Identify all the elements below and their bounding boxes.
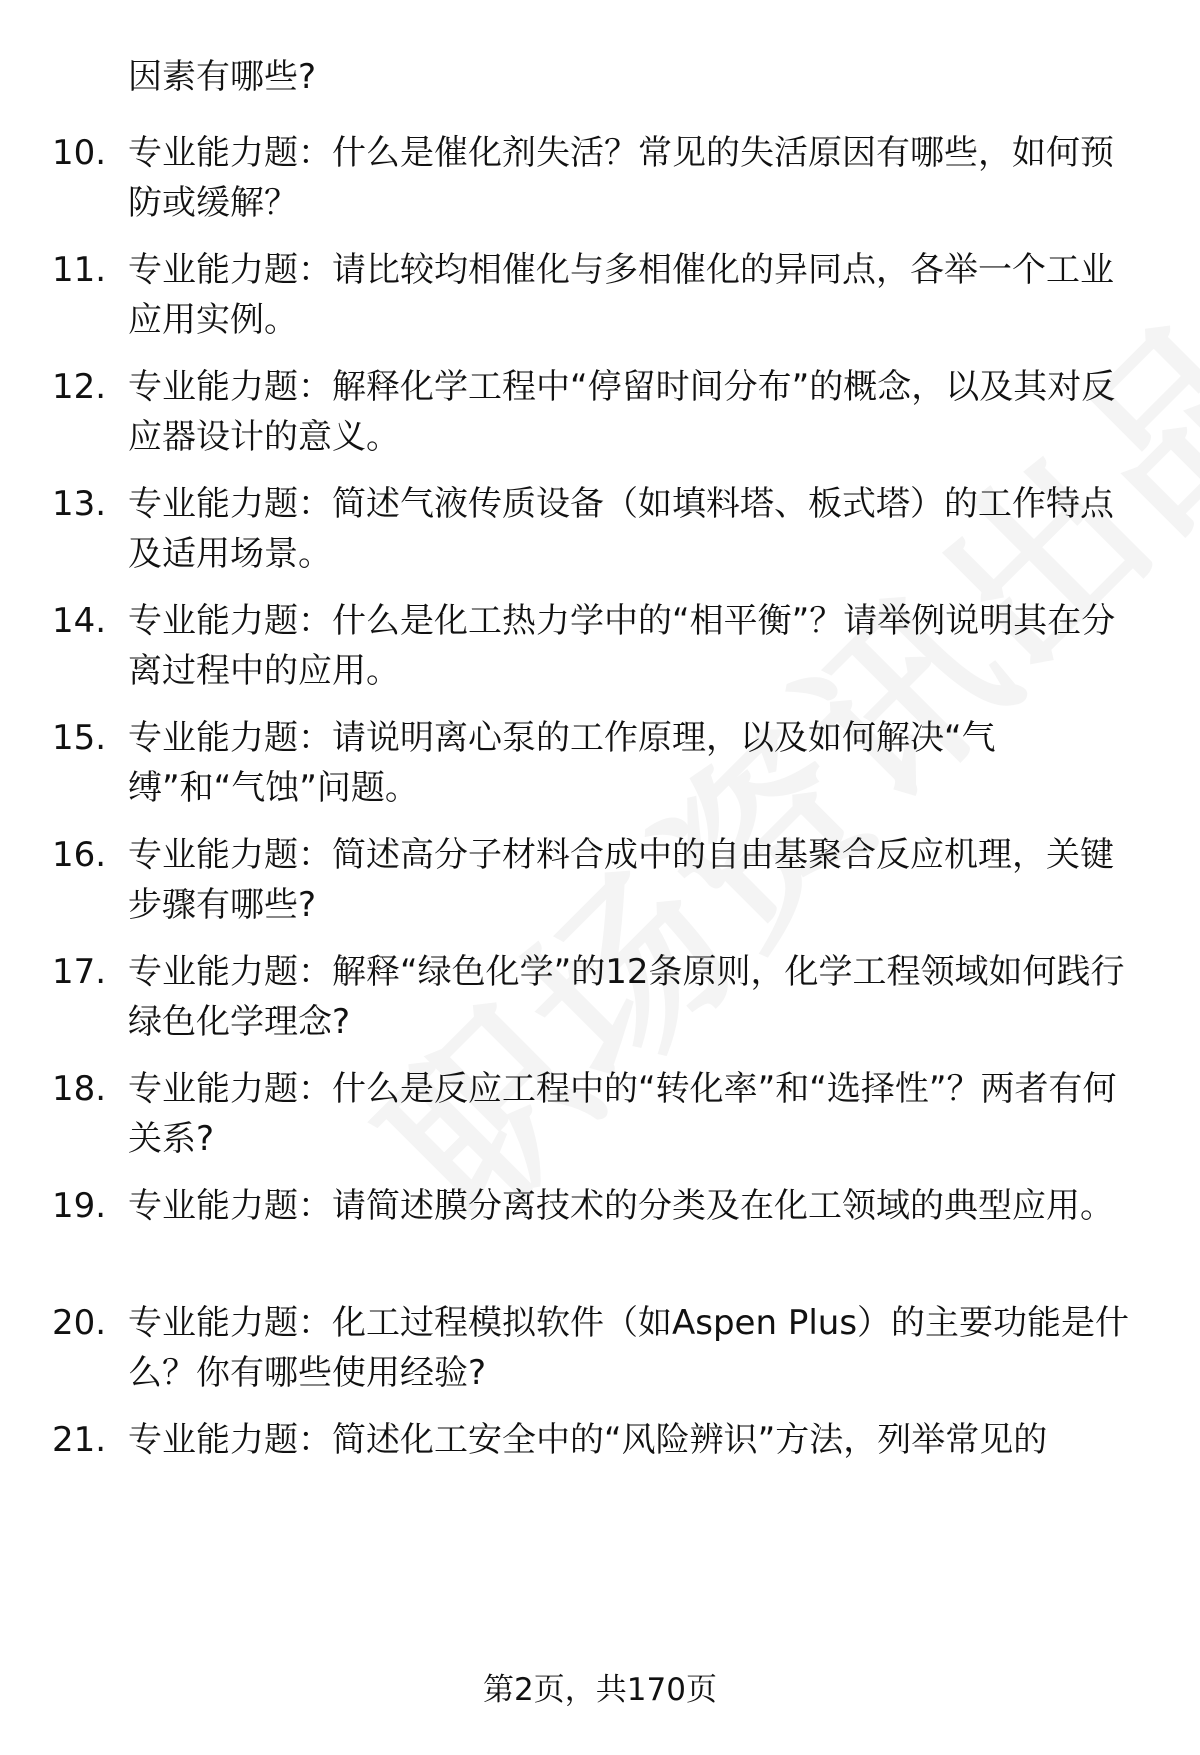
item-number: 17. xyxy=(52,952,107,992)
continuation-text: 因素有哪些? xyxy=(128,57,317,97)
item-text: 专业能力题：什么是化工热力学中的“相平衡”？请举例说明其在分离过程中的应用。 xyxy=(128,601,1116,691)
item-text: 专业能力题：解释化学工程中“停留时间分布”的概念，以及其对反应器设计的意义。 xyxy=(128,367,1116,457)
item-text: 专业能力题：请简述膜分离技术的分类及在化工领域的典型应用。 xyxy=(128,1186,1114,1226)
page-footer: 第2页，共170页 xyxy=(483,1672,717,1708)
item-number: 16. xyxy=(52,835,107,875)
item-text: 专业能力题：什么是反应工程中的“转化率”和“选择性”？两者有何关系? xyxy=(128,1069,1117,1159)
item-text: 专业能力题：请说明离心泵的工作原理，以及如何解决“气缚”和“气蚀”问题。 xyxy=(128,718,996,808)
item-text: 专业能力题：简述气液传质设备（如填料塔、板式塔）的工作特点及适用场景。 xyxy=(128,484,1114,574)
item-number: 11. xyxy=(52,250,107,290)
item-number: 15. xyxy=(52,718,107,758)
item-text: 专业能力题：简述化工安全中的“风险辨识”方法，列举常见的 xyxy=(128,1420,1048,1460)
item-number: 12. xyxy=(52,367,107,407)
item-number: 13. xyxy=(52,484,107,524)
item-number: 19. xyxy=(52,1186,107,1226)
item-number: 21. xyxy=(52,1420,107,1460)
item-text: 专业能力题：化工过程模拟软件（如Aspen Plus）的主要功能是什么？你有哪些使用经验? xyxy=(128,1303,1130,1393)
item-text: 专业能力题：简述高分子材料合成中的自由基聚合反应机理，关键步骤有哪些? xyxy=(128,835,1114,925)
item-text: 专业能力题：什么是催化剂失活？常见的失活原因有哪些，如何预防或缓解？ xyxy=(128,133,1114,223)
item-number: 10. xyxy=(52,133,107,173)
item-text: 专业能力题：请比较均相催化与多相催化的异同点，各举一个工业应用实例。 xyxy=(128,250,1114,340)
item-text: 专业能力题：解释“绿色化学”的12条原则，化学工程领域如何践行绿色化学理念? xyxy=(128,952,1125,1042)
item-number: 20. xyxy=(52,1303,107,1343)
item-number: 14. xyxy=(52,601,107,641)
item-number: 18. xyxy=(52,1069,107,1109)
